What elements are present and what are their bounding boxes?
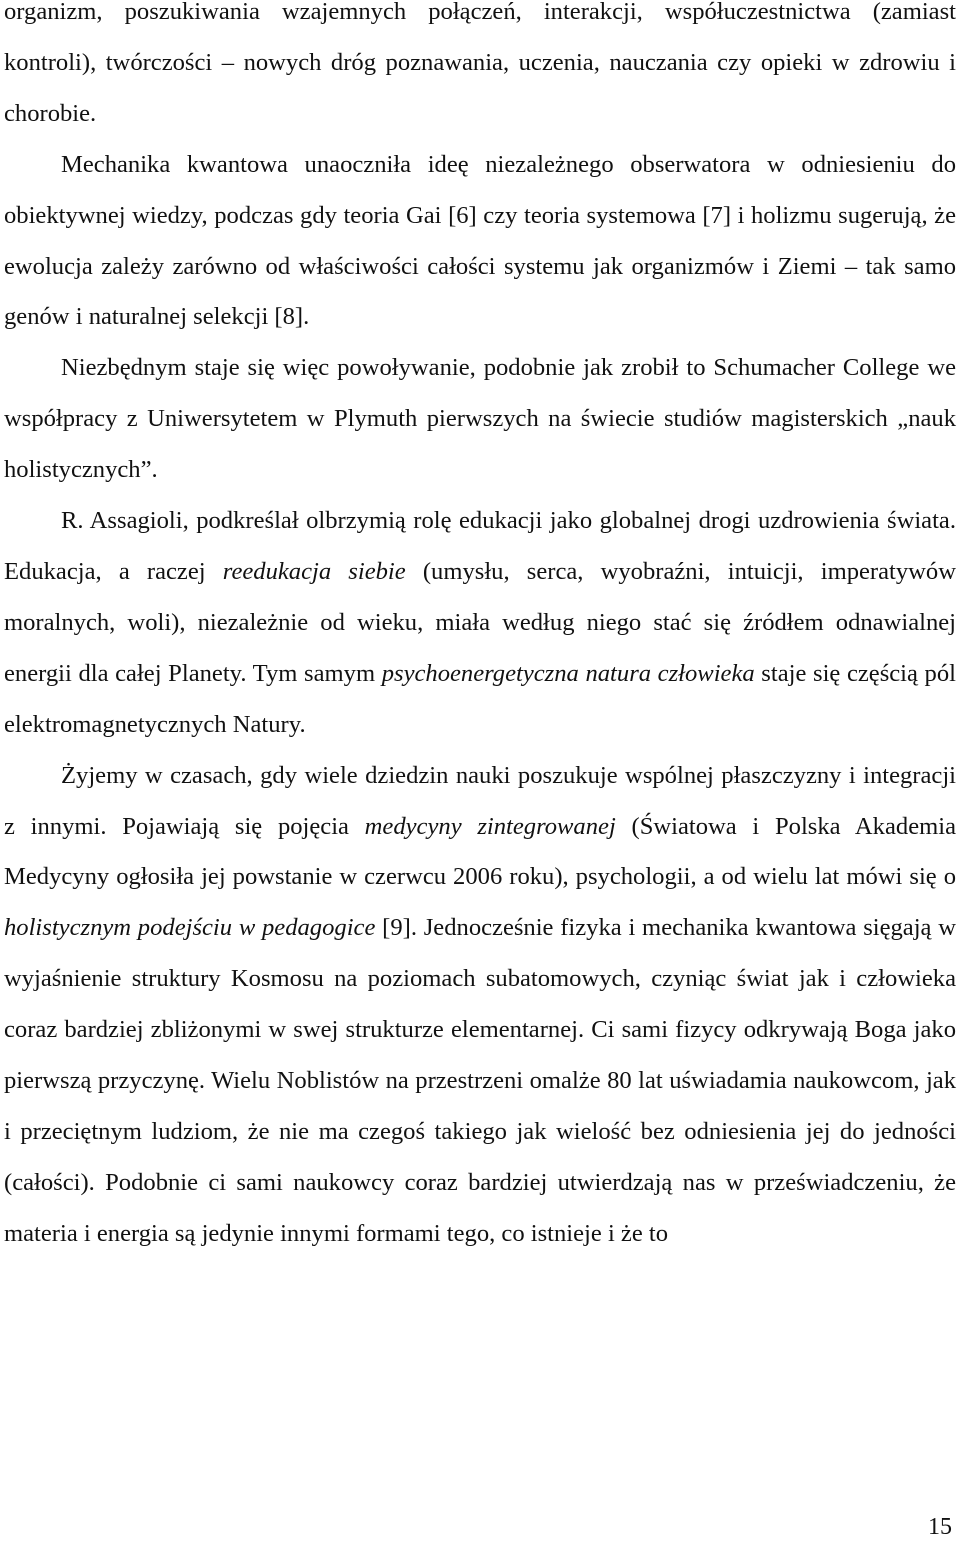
page-number: 15 — [928, 1514, 952, 1540]
paragraph-3-text: Niezbędnym staje się więc powoływanie, podobnie jak zrobił to Schumacher College we współpracy z Uniwersytetem w Plymuth pierwszych na świecie studiów magisterskich „nauk holistycznych”. — [4, 354, 956, 484]
paragraph-1-text: organizm, poszukiwania wzajemnych połączeń, interakcji, współuczestnictwa (zamiast kontroli), twórczości – nowych dróg poznawania, uczenia, nauczania czy opieki w zdrowiu i chorobie. — [4, 0, 956, 127]
paragraph-5 — [4, 751, 956, 1260]
paragraph-4-run-3: (umysłu, serca, wyobraźni, intuicji, imperatywów moralnych, woli), niezależnie od wieku, miała według niego stać się źródłem odnawialnej energii dla całej Planety. Tym samym — [4, 557, 956, 687]
paragraph-2 — [4, 140, 956, 344]
paragraph-5-run-3: (Światowa i Polska Akademia Medycyny ogłosiła jej powstanie w czerwcu 2006 roku), psychologii, a od wielu lat mówi się o — [4, 812, 956, 891]
paragraph-3 — [4, 343, 956, 496]
italic-term-medycyny-zintegrowanej: medycyny zintegrowanej — [364, 812, 616, 840]
paragraph-5-run-1: Żyjemy w czasach, gdy wiele dziedzin nauki poszukuje wspólnej płaszczyzny i integracji z innymi. Pojawiają się pojęcia — [4, 761, 956, 840]
paragraph-4-run-5: staje się częścią pól elektromagnetycznych Natury. — [4, 659, 956, 738]
italic-term-holistycznym-podejsciu: holistycznym podejściu w pedagogice — [4, 914, 376, 942]
paragraph-1 — [4, 0, 956, 140]
paragraph-4 — [4, 496, 956, 751]
paragraph-5-run-5: [9]. Jednocześnie fizyka i mechanika kwantowa sięgają w wyjaśnienie struktury Kosmosu na poziomach subatomowych, czyniąc świat jak i człowieka coraz bardziej zbliżonymi w swej strukturze elementarnej. Ci sami fizycy odkrywają Boga jako pierwszą przyczynę. Wielu Noblistów na przestrzeni omalże 80 lat uświadamia naukowcom, jak i przeciętnym ludziom, że nie ma czegoś takiego jak wielość bez odniesienia jej do jedności (całości). Podobnie ci sami naukowcy coraz bardziej utwierdzają nas w przeświadczeniu, że materia i energia są jedynie innymi formami tego, co istnieje i że to — [4, 914, 957, 1247]
document-body — [4, 0, 956, 1260]
paragraph-2-text: Mechanika kwantowa unaoczniła ideę niezależnego obserwatora w odniesieniu do obiektywnej wiedzy, podczas gdy teoria Gai [6] czy teoria systemowa [7] i holizmu sugerują, że ewolucja zależy zarówno od właściwości całości systemu jak organizmów i Ziemi – tak samo genów i naturalnej selekcji [8]. — [4, 150, 956, 331]
italic-term-psychoenergetyczna-natura: psychoenergetyczna natura człowieka — [381, 659, 755, 687]
paragraph-4-run-1: R. Assagioli, podkreślał olbrzymią rolę edukacji jako globalnej drogi uzdrowienia świata. Edukacja, a raczej — [4, 507, 956, 585]
italic-term-reedukacja-siebie: reedukacja siebie — [222, 557, 406, 585]
